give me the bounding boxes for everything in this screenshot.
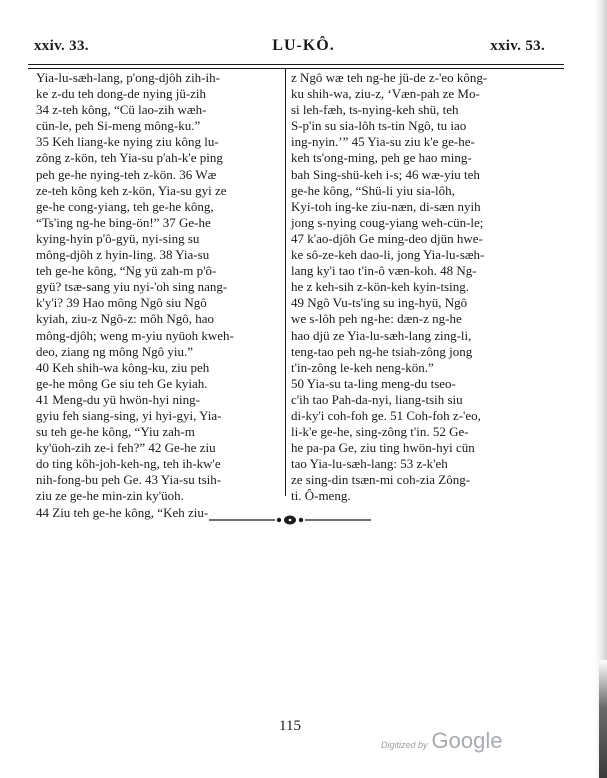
right-column-line: ge-he kông, “Shü-li yiu sia-lôh, [291, 182, 455, 198]
left-column-line: kying-hyin p'ô-gyü, nyi-sing su [36, 230, 200, 246]
right-column-line: li-k'e ge-he, sing-zông t'in. 52 Ge- [291, 424, 469, 440]
google-logo: Google [431, 728, 503, 753]
left-column-line: 41 Meng-du yü hwön-hyi ning- [36, 391, 200, 407]
right-text-column [291, 70, 554, 505]
left-column-line: 34 z-teh kông, “Cü lao-zih wæh- [36, 102, 207, 118]
left-column-line: k'y'i? 39 Hao mông Ngô siu Ngô [36, 295, 207, 311]
right-column-line: jong s-nying coug-yiang weh-cün-le; [291, 214, 484, 230]
left-column-line: peh ge-he nying-teh z-kön. 36 Wæ [36, 166, 217, 182]
left-column-line: gyiu feh siang-sing, yi hyi-gyi, Yia- [36, 407, 222, 423]
left-column-line: gyü? tsæ-sang yiu nyi-'oh sing nang- [36, 279, 228, 295]
left-column-line: ke z-du teh dong-de nying jü-zih [36, 86, 207, 102]
header-book-title: LU-KÔ. [272, 37, 335, 54]
left-column-line: ky'üoh-zih ze-i feh?” 42 Ge-he ziu [36, 440, 216, 456]
left-column-line: ze-teh kông keh z-kön, Yia-su gyi ze [36, 182, 227, 198]
left-column-line: ge-he cong-yiang, teh ge-he kông, [36, 198, 214, 214]
right-column-line: hao djü ze Yia-lu-sæh-lang zing-li, [291, 327, 472, 343]
left-column-line: ge-he mông Ge siu teh Ge kyiah. [36, 375, 208, 391]
right-column-line: bah Sing-shü-keh i-s; 46 wæ-yiu teh [291, 166, 480, 182]
column-divider [285, 68, 286, 496]
right-column-line: he pa-pa Ge, ziu ting hwön-hyi cün [291, 440, 475, 456]
left-column-line: 35 Keh liang-ke nying ziu kông lu- [36, 134, 219, 150]
left-column-line: mông-djôh z hyin-ling. 38 Yia-su [36, 247, 210, 263]
header-rule-thin [28, 68, 564, 69]
left-column-line: cün-le, peh Si-meng mông-ku.” [36, 118, 201, 134]
right-column-line: 49 Ngô Vu-ts'ing su ing-hyü, Ngô [291, 295, 468, 311]
left-column-line: kyiah, ziu-z Ngô-z: môh Ngô, hao [36, 311, 214, 327]
right-column-line: ze sing-din tsæn-mi coh-zia Zông- [291, 472, 471, 488]
right-column-line: t'in-zông le-keh neng-kön.” [291, 359, 434, 375]
page-number: 115 [279, 718, 301, 734]
left-column-line: 40 Keh shih-wa kông-ku, ziu peh [36, 359, 210, 375]
header-chapter-verse-start: xxiv. 33. [34, 38, 89, 54]
digitization-watermark [381, 728, 502, 754]
header-chapter-verse-end: xxiv. 53. [490, 38, 545, 54]
right-column-line: 47 k'ao-djôh Ge ming-deo djün hwe- [291, 230, 483, 246]
right-column-line: c'ih tao Pah-da-nyi, liang-tsih siu [291, 391, 463, 407]
right-column-line: Kyi-toh ing-ke ziu-næn, di-sæn nyih [291, 198, 481, 214]
right-column-line: ing-nyin.’” 45 Yia-su ziu k'e ge-he- [291, 134, 475, 150]
right-column-line: ku shih-wa, ziu-z, ‘Væn-pah ze Mo- [291, 86, 480, 102]
left-column-line: ziu ze ge-he min-zin ky'üoh. [36, 488, 184, 504]
right-column-line: he z keh-sih z-kön-keh kyin-tsing. [291, 279, 469, 295]
right-column-line: ti. Ô-meng. [291, 488, 351, 504]
right-column-line: tao Yia-lu-sæh-lang: 53 z-k'eh [291, 456, 448, 472]
left-column-line: 44 Ziu teh ge-he kông, “Keh ziu- [36, 504, 209, 520]
right-column-line: di-ky'i coh-foh ge. 51 Coh-foh z-'eo, [291, 407, 481, 423]
right-column-line: teng-tao peh ng-he tsiah-zông jong [291, 343, 473, 359]
left-column-line: “Ts'ing ng-he bing-ön!” 37 Ge-he [36, 214, 211, 230]
left-column-line: su teh ge-he kông, “Yiu zah-m [36, 424, 195, 440]
left-column-line: deo, ziang ng mông Ngô yiu.” [36, 343, 194, 359]
right-column-line: 50 Yia-su ta-ling meng-du tseo- [291, 375, 456, 391]
header-rule [28, 64, 564, 65]
right-column-line: S-p'in su sia-lôh ts-tin Ngô, tu iao [291, 118, 467, 134]
page-corner-shadow [599, 660, 607, 778]
left-column-line: nih-fong-bu peh Ge. 43 Yia-su tsih- [36, 472, 222, 488]
left-column-line: Yia-lu-sæh-lang, p'ong-djôh zih-ih- [36, 70, 220, 85]
left-column-line: mông-djôh; weng m-yiu nyüoh kweh- [36, 327, 234, 343]
right-column-line: keh ts'ong-ming, peh ge hao ming- [291, 150, 472, 166]
left-column-line: teh ge-he kông, “Ng yü zah-m p'ô- [36, 263, 217, 279]
right-column-line: lang ky'i tao t'in-ô væn-koh. 48 Ng- [291, 263, 477, 279]
right-column-line: z Ngô wæ teh ng-he jü-de z-'eo kông- [291, 70, 488, 85]
left-text-column [36, 70, 282, 521]
right-column-line: si leh-fæh, ts-nying-keh shü, teh [291, 102, 459, 118]
section-end-ornament [205, 512, 375, 528]
left-column-line: zông z-kön, teh Yia-su p'ah-k'e ping [36, 150, 223, 166]
digitized-by-text: Digitized by [381, 740, 428, 750]
left-column-line: do ting kôh-joh-keh-ng, teh ih-kw'e [36, 456, 221, 472]
right-column-line: we s-lôh peh ng-he: dæn-z ng-he [291, 311, 462, 327]
right-column-line: ke sô-ze-keh dao-li, jong Yia-lu-sæh- [291, 247, 485, 263]
